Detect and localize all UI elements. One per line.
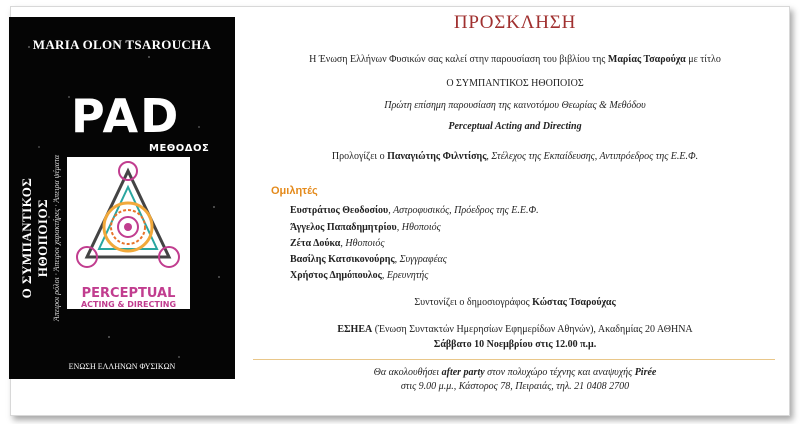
foreword-text: Προλογίζει ο <box>331 151 388 162</box>
speakers-label: Ομιλητές <box>271 185 318 197</box>
after-party-venue: Pirée <box>634 367 657 378</box>
after-party-address: στις 9.00 μ.μ., Κάστορος 78, Πειραιάς, τηλ. 21 0408 2700 <box>400 381 630 392</box>
event-date: Σάββατο 10 Νοεμβρίου στις 12.00 π.μ. <box>433 339 597 350</box>
moderator-text: Συντονίζει ο δημοσιογράφος <box>414 297 533 308</box>
cover-pad-logo: PAD <box>71 89 181 143</box>
book-cover-image <box>9 17 235 379</box>
intro-text-end: με τίτλο <box>685 54 721 65</box>
intro-text: Η Ένωση Ελλήνων Φυσικών σας καλεί στην παρουσίαση του βιβλίου της <box>309 54 608 65</box>
moderator-line <box>245 297 785 308</box>
cover-vertical-title: Ο ΣΥΜΠΑΝΤΙΚΟΣ ΗΘΟΠΟΙΟΣ <box>19 177 50 299</box>
cover-methodos: ΜΕΘΟΔΟΣ <box>149 143 210 154</box>
after-party-line: Θα ακολουθήσει after party στον πολυχώρο τέχνης και αναψυχής Pirée <box>373 367 657 378</box>
venue-name: ΕΣΗΕΑ <box>337 324 373 335</box>
first-presentation: Πρώτη επίσημη παρουσίαση της καινοτόμου Θεωρίας & Μεθόδου <box>384 100 646 111</box>
cover-publisher: ΕΝΩΣΗ ΕΛΛΗΝΩΝ ΦΥΣΙΚΩΝ <box>68 362 176 371</box>
cover-vertical-subtitle: Άπειροι ρόλοι · Άπειροι χαρακτήρες · Άπειρα ψέματα <box>52 154 61 322</box>
after-party-label: after party <box>441 367 485 378</box>
intro-line <box>245 54 785 65</box>
speaker-item: Άγγελος Παπαδημητρίου, Ηθοποιός <box>290 222 441 233</box>
cover-vertical-title-block <box>19 143 61 333</box>
foreword-name: Παναγιώτης Φιλντίσης <box>387 151 487 162</box>
cover-perceptual: PERCEPTUAL <box>81 286 176 301</box>
speaker-item: Ευστράτιος Θεοδοσίου, Αστροφυσικός, Πρόεδρος της Ε.Ε.Φ. <box>290 205 539 216</box>
author-name: Μαρίας Τσαρούχα <box>607 54 686 65</box>
invitation-title: ΠΡΟΣΚΛΗΣΗ <box>453 12 577 33</box>
speaker-item: Ζέτα Δούκα, Ηθοποιός <box>290 238 385 249</box>
foreword-role: , Στέλεχος της Εκπαίδευσης, Αντιπρόεδρος της Ε.Ε.Φ. <box>486 151 699 162</box>
speaker-item: Χρήστος Δημόπουλος, Ερευνητής <box>290 270 429 281</box>
venue-line <box>245 324 785 335</box>
method-name: Perceptual Acting and Directing <box>448 121 582 132</box>
cover-author: MARIA OLON TSAROUCHA <box>32 37 212 52</box>
speaker-item: Βασίλης Κατσικονούρης, Συγγραφέας <box>290 254 447 265</box>
venue-address: (Ένωση Συντακτών Ημερησίων Εφημερίδων Αθηνών), Ακαδημίας 20 ΑΘΗΝΑ <box>372 324 693 335</box>
cover-acting-directing: ACTING & DIRECTING <box>80 300 177 309</box>
foreword-line <box>245 151 785 162</box>
divider <box>253 359 775 360</box>
moderator-name: Κώστας Τσαρούχας <box>532 297 616 308</box>
book-title: Ο ΣΥΜΠΑΝΤΙΚΟΣ ΗΘΟΠΟΙΟΣ <box>446 78 584 89</box>
